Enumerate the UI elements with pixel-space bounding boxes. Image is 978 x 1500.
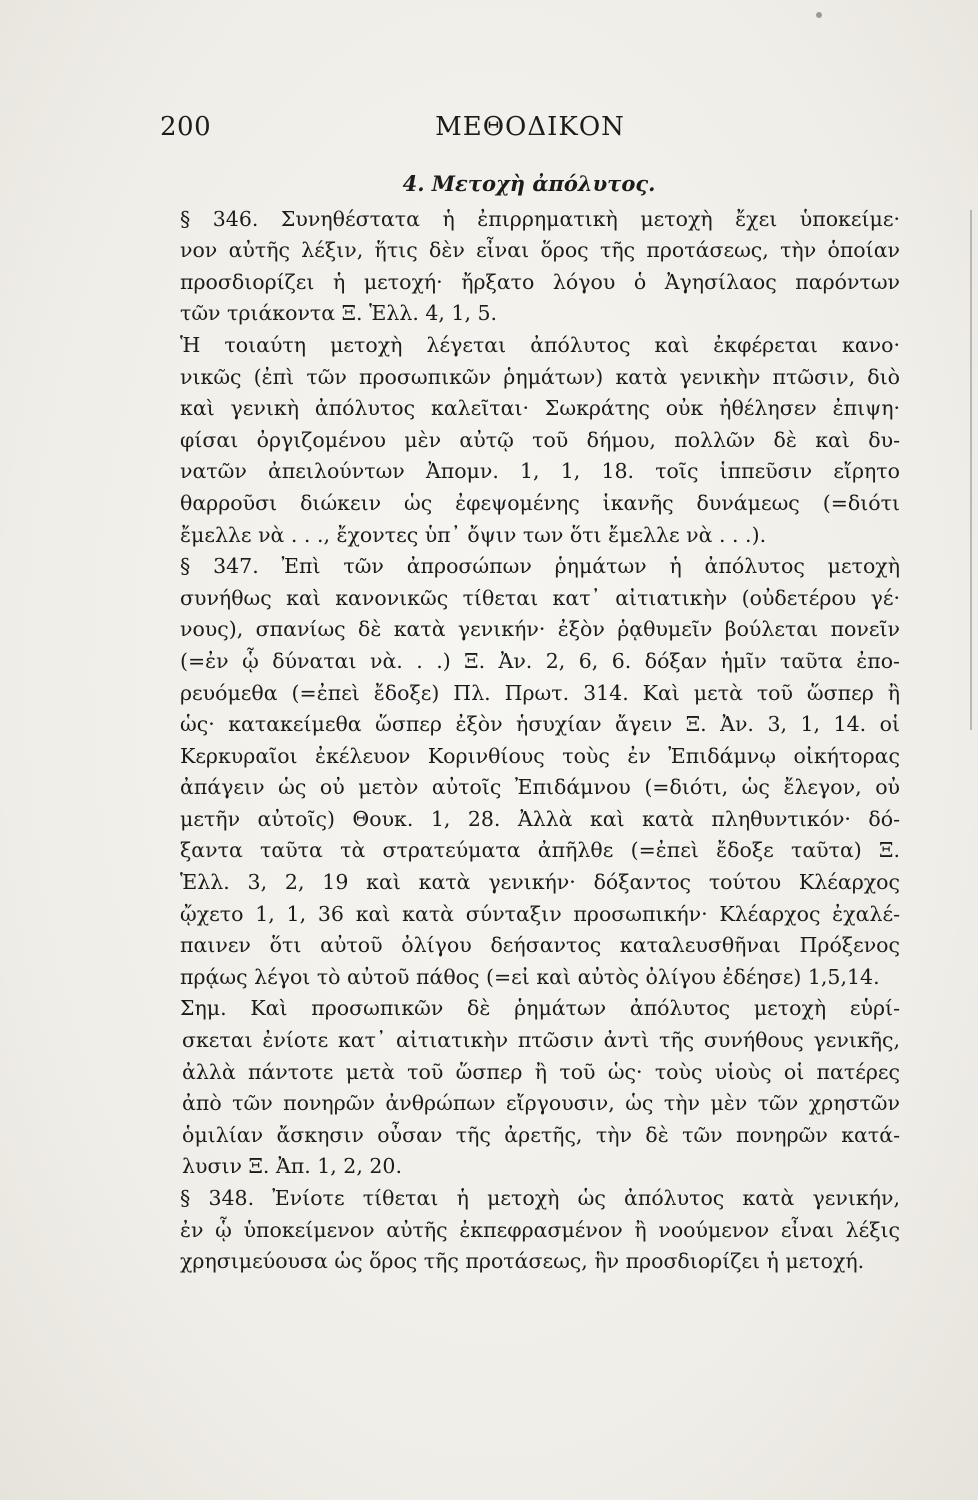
text-line: χρησιμεύουσα ὡς ὅρος τῆς προτάσεως, ἣν προσδιορίζει ἡ μετοχή. xyxy=(180,1249,865,1274)
text-line: μετῆν αὐτοῖς) Θουκ. 1, 28. Ἀλλὰ καὶ κατὰ πληθυντικόν· δό- xyxy=(180,806,900,831)
text-line: Ἑλλ. 3, 2, 19 καὶ κατὰ γενικήν· δόξαντος τούτου Κλέαρχος xyxy=(180,870,900,895)
text-line: ἀπάγειν ὡς οὐ μετὸν αὐτοῖς Ἐπιδάμνου (=διότι, ὡς ἔλεγον, οὐ xyxy=(180,775,900,800)
running-title: ΜΕΘΟΔΙΚΟΝ xyxy=(435,112,625,142)
paragraph xyxy=(158,330,900,551)
text-line: προσδιορίζει ἡ μετοχή· ἤρξατο λόγου ὁ Ἀγησίλαος παρόντων xyxy=(180,269,900,294)
text-line: ἀλλὰ πάντοτε μετὰ τοῦ ὥσπερ ἢ τοῦ ὡς· τοὺς υἱοὺς οἱ πατέρες xyxy=(182,1059,900,1084)
text-line: τῶν τριάκοντα Ξ. Ἑλλ. 4, 1, 5. xyxy=(180,301,498,326)
paragraphs xyxy=(158,204,900,1278)
text-line: ἔμελλε νὰ . . ., ἔχοντες ὑπ᾽ ὄψιν των ὅτι ἔμελλε νὰ . . .). xyxy=(180,522,767,547)
text-line: Σημ. Καὶ προσωπικῶν δὲ ῥημάτων ἀπόλυτος μετοχὴ εὑρί- xyxy=(180,996,900,1021)
text-line: πρᾴως λέγοι τὸ αὐτοῦ πάθος (=εἰ καὶ αὐτὸς ὀλίγου ἐδέησε) 1,5,14. xyxy=(180,964,880,989)
text-line: νον αὐτῆς λέξιν, ἥτις δὲν εἶναι ὅρος τῆς προτάσεως, τὴν ὁποίαν xyxy=(180,238,900,263)
text-line: ὁμιλίαν ἄσκησιν οὖσαν τῆς ἀρετῆς, τὴν δὲ τῶν πονηρῶν κατά- xyxy=(182,1122,900,1147)
text-line: ἐν ᾧ ὑποκείμενον αὐτῆς ἐκπεφρασμένον ἢ νοούμενον εἶναι λέξις xyxy=(180,1217,900,1242)
ink-speck xyxy=(816,12,822,18)
page-body xyxy=(158,168,900,1278)
text-line: ὡς· κατακείμεθα ὥσπερ ἐξὸν ἡσυχίαν ἄγειν Ξ. Ἀν. 3, 1, 14. οἱ xyxy=(180,712,900,737)
text-line: θαρροῦσι διώκειν ὡς ἐφεψομένης ἱκανῆς δυνάμεως (=διότι xyxy=(180,490,900,515)
paragraph xyxy=(158,204,900,330)
text-line: νατῶν ἀπειλούντων Ἀπομν. 1, 1, 18. τοῖς ἱππεῦσιν εἴρητο xyxy=(180,459,900,484)
text-line: σκεται ἐνίοτε κατ᾽ αἰτιατικὴν πτῶσιν ἀντὶ τῆς συνήθους γενικῆς, xyxy=(182,1028,900,1053)
text-line: παινεν ὅτι αὐτοῦ ὀλίγου δεήσαντος καταλευσθῆναι Πρόξενος xyxy=(180,933,900,958)
text-line: § 348. Ἐνίοτε τίθεται ἡ μετοχὴ ὡς ἀπόλυτος κατὰ γενικήν, xyxy=(180,1186,900,1210)
text-line: Ἡ τοιαύτη μετοχὴ λέγεται ἀπόλυτος καὶ ἐκφέρεται κανο· xyxy=(180,332,900,357)
text-line: λυσιν Ξ. Ἀπ. 1, 2, 20. xyxy=(182,1154,402,1179)
text-line: καὶ γενικὴ ἀπόλυτος καλεῖται· Σωκράτης οὐκ ἠθέλησεν ἐπιψη· xyxy=(180,396,900,421)
text-line: (=ἐν ᾧ δύναται νὰ. . .) Ξ. Ἀν. 2, 6, 6. δόξαν ἡμῖν ταῦτα ἐπο- xyxy=(180,648,900,673)
page-edge-shadow xyxy=(970,210,972,730)
text-line: ᾤχετο 1, 1, 36 καὶ κατὰ σύνταξιν προσωπικήν· Κλέαρχος ἐχαλέ- xyxy=(180,901,900,926)
text-line: νους), σπανίως δὲ κατὰ γενικήν· ἐξὸν ῥᾳθυμεῖν βούλεται πονεῖν xyxy=(180,617,900,642)
text-line: § 347. Ἐπὶ τῶν ἀπροσώπων ῥημάτων ἡ ἀπόλυτος μετοχὴ xyxy=(180,554,900,579)
text-line: συνήθως καὶ κανονικῶς τίθεται κατ᾽ αἰτιατικὴν (οὐδετέρου γέ· xyxy=(180,585,900,610)
text-line: ξαντα ταῦτα τὰ στρατεύματα ἀπῆλθε (=ἐπεὶ ἔδοξε ταῦτα) Ξ. xyxy=(180,838,900,863)
paragraph xyxy=(158,1183,900,1278)
paragraph xyxy=(158,993,900,1183)
text-line: § 346. Συνηθέστατα ἡ ἐπιρρηματικὴ μετοχὴ ἔχει ὑποκείμε· xyxy=(180,206,900,231)
text-line: φίσαι ὀργιζομένου μὲν αὐτῷ τοῦ δήμου, πολλῶν δὲ καὶ δυ- xyxy=(180,427,900,452)
text-line: Κερκυραῖοι ἐκέλευον Κορινθίους τοὺς ἐν Ἐπιδάμνῳ οἰκήτορας xyxy=(180,743,900,768)
text-line: ἀπὸ τῶν πονηρῶν ἀνθρώπων εἴργουσιν, ὡς τὴν μὲν τῶν χρηστῶν xyxy=(182,1091,900,1116)
text-line: ρευόμεθα (=ἐπεὶ ἔδοξε) Πλ. Πρωτ. 314. Καὶ μετὰ τοῦ ὥσπερ ἢ xyxy=(180,680,900,705)
paragraph xyxy=(158,551,900,993)
text-line: νικῶς (ἐπὶ τῶν προσωπικῶν ῥημάτων) κατὰ γενικὴν πτῶσιν, διὸ xyxy=(180,364,900,389)
page-header xyxy=(160,112,900,152)
section-heading: 4. Μετοχὴ ἀπόλυτος. xyxy=(402,171,656,196)
page-number: 200 xyxy=(160,112,212,142)
